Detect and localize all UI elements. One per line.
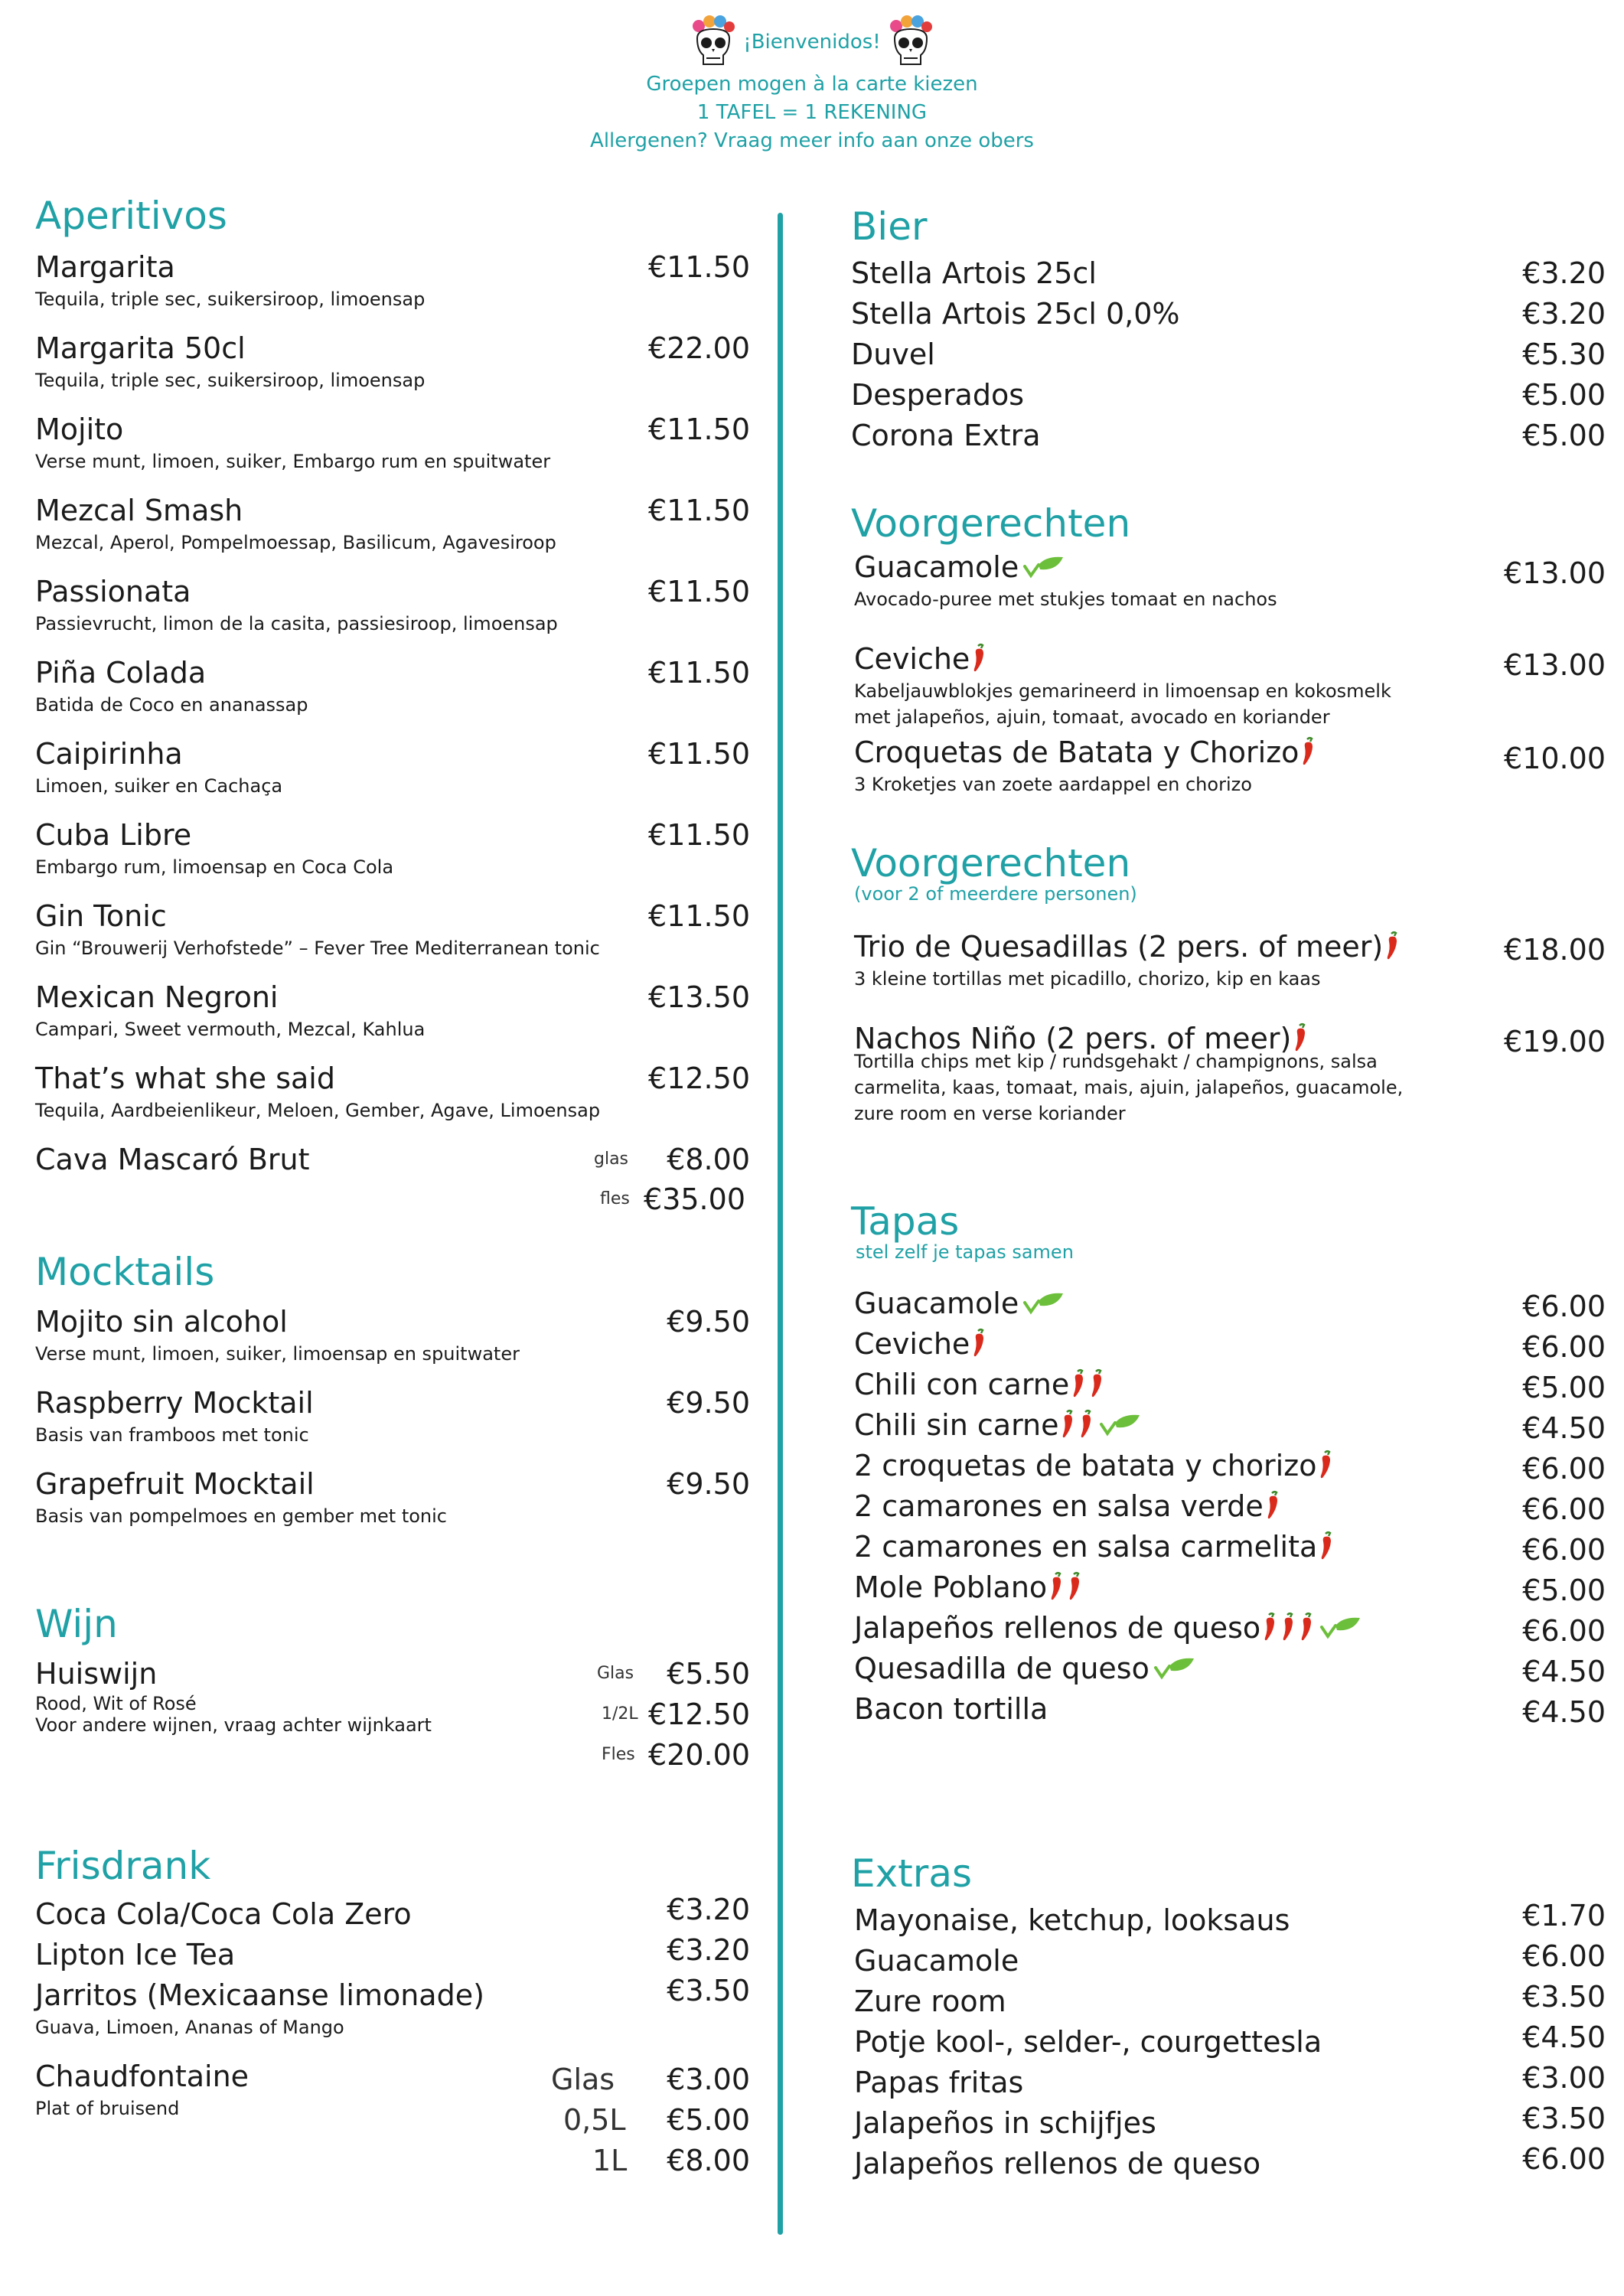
item-price: €6.00 bbox=[1522, 1614, 1606, 1648]
item-name: Corona Extra bbox=[851, 419, 1041, 452]
item-price: €9.50 bbox=[667, 1305, 750, 1339]
item-desc: Tequila, triple sec, suikersiroop, limoensap bbox=[35, 370, 426, 391]
item-name: Stella Artois 25cl 0,0% bbox=[851, 297, 1180, 331]
menu-item bbox=[854, 1365, 1606, 1406]
voorgerechten-groups-section bbox=[851, 840, 1606, 1124]
sugar-skull-icon bbox=[691, 15, 735, 69]
item-price: €9.50 bbox=[667, 1386, 750, 1420]
chili-pepper-icon bbox=[1048, 1571, 1065, 1602]
voorgerechten-section bbox=[851, 501, 1606, 795]
section-title: Voorgerechten bbox=[851, 501, 1131, 546]
item-name: That’s what she said bbox=[35, 1062, 335, 1095]
item-name bbox=[854, 1446, 1606, 1485]
extras-list bbox=[854, 1901, 1606, 2185]
section-title: Voorgerechten bbox=[851, 841, 1131, 885]
menu-item bbox=[851, 295, 1606, 335]
chili-pepper-icon bbox=[1071, 1368, 1088, 1399]
menu-item bbox=[854, 1325, 1606, 1365]
item-name: Raspberry Mocktail bbox=[35, 1386, 314, 1420]
size-label: glas bbox=[594, 1150, 629, 1169]
section-title: Aperitivos bbox=[35, 194, 227, 238]
item-desc: met jalapeños, ajuin, tomaat, avocado en koriander bbox=[854, 706, 1330, 728]
item-desc: 3 kleine tortillas met picadillo, chorizo, kip en kaas bbox=[854, 968, 1321, 990]
item-price: €3.50 bbox=[667, 1974, 750, 2007]
item-price: €8.00 bbox=[667, 2144, 750, 2177]
frisdrank-section bbox=[35, 1843, 750, 2177]
menu-item bbox=[851, 254, 1606, 295]
item-desc: Passievrucht, limon de la casita, passiesiroop, limoensap bbox=[35, 613, 558, 634]
chili-pepper-icon bbox=[1089, 1368, 1106, 1399]
item-price: €4.50 bbox=[1522, 1411, 1606, 1445]
item-desc: Rood, Wit of Rosé bbox=[35, 1693, 197, 1714]
item-name bbox=[854, 733, 1606, 771]
menu-item bbox=[854, 1901, 1606, 1942]
menu-item bbox=[854, 1568, 1606, 1609]
item-desc: Voor andere wijnen, vraag achter wijnkaart bbox=[35, 1714, 432, 1736]
item-desc: Batida de Coco en ananassap bbox=[35, 694, 308, 716]
item-name bbox=[854, 1284, 1606, 1322]
item-price: €3.20 bbox=[667, 1893, 750, 1926]
vegetarian-leaf-icon bbox=[1022, 1290, 1065, 1316]
header-line-allergens: Allergenen? Vraag meer info aan onze obers bbox=[590, 129, 1034, 152]
item-price: €10.00 bbox=[1504, 742, 1606, 775]
item-price: €11.50 bbox=[648, 575, 750, 608]
item-name-text: 2 camarones en salsa carmelita bbox=[854, 1530, 1318, 1564]
cava-item bbox=[35, 1140, 750, 1216]
size-label: 1/2L bbox=[602, 1704, 638, 1724]
item-price: €20.00 bbox=[648, 1738, 750, 1772]
aperitivos-section bbox=[35, 193, 750, 1216]
item-name: Cuba Libre bbox=[35, 818, 192, 852]
item-name-text: Guacamole bbox=[854, 550, 1019, 584]
item-price: €5.30 bbox=[1522, 338, 1606, 371]
item-name: Papas fritas bbox=[854, 2066, 1024, 2099]
chili-pepper-icon bbox=[1280, 1612, 1297, 1642]
welcome-text: ¡Bienvenidos! bbox=[743, 31, 881, 54]
vegetarian-leaf-icon bbox=[1022, 554, 1065, 580]
item-name: Jarritos (Mexicaanse limonade) bbox=[35, 1978, 484, 2012]
section-title: Tapas bbox=[851, 1199, 960, 1244]
item-name-text: Guacamole bbox=[854, 1287, 1019, 1320]
item-desc: Mezcal, Aperol, Pompelmoessap, Basilicum, Agavesiroop bbox=[35, 532, 556, 553]
menu-item bbox=[854, 1487, 1606, 1528]
item-price: €6.00 bbox=[1522, 1533, 1606, 1567]
item-price: €4.50 bbox=[1522, 1655, 1606, 1688]
section-subtitle: (voor 2 of meerdere personen) bbox=[854, 883, 1137, 905]
menu-item bbox=[854, 1982, 1606, 2023]
section-title: Mocktails bbox=[35, 1250, 215, 1294]
item-price: €3.20 bbox=[1522, 297, 1606, 331]
section-subtitle: stel zelf je tapas samen bbox=[856, 1241, 1074, 1263]
menu-item bbox=[35, 248, 750, 312]
chili-pepper-icon bbox=[1300, 736, 1317, 767]
chili-pepper-icon bbox=[1067, 1571, 1084, 1602]
item-desc: Campari, Sweet vermouth, Mezcal, Kahlua bbox=[35, 1019, 426, 1040]
item-desc: zure room en verse koriander bbox=[854, 1103, 1126, 1124]
item-name: Cava Mascaró Brut bbox=[35, 1143, 310, 1176]
section-title: Wijn bbox=[35, 1602, 118, 1646]
item-price: €12.50 bbox=[648, 1698, 750, 1731]
chili-pepper-icon bbox=[1265, 1490, 1282, 1521]
item-name bbox=[854, 1609, 1606, 1647]
menu-item bbox=[35, 654, 750, 718]
menu-item bbox=[35, 1976, 750, 2040]
chaudfontaine-item bbox=[35, 2057, 750, 2177]
item-name: Zure room bbox=[854, 1985, 1006, 2018]
item-name: Mojito bbox=[35, 413, 124, 446]
menu-item bbox=[854, 733, 1606, 797]
menu-item bbox=[854, 2063, 1606, 2104]
item-price: €22.00 bbox=[648, 331, 750, 365]
menu-item bbox=[35, 491, 750, 556]
item-price: €11.50 bbox=[648, 656, 750, 690]
item-desc: Basis van pompelmoes en gember met tonic bbox=[35, 1505, 447, 1527]
item-name: Guacamole bbox=[854, 1944, 1019, 1978]
item-price: €6.00 bbox=[1522, 1290, 1606, 1323]
chili-pepper-icon bbox=[1262, 1612, 1279, 1642]
bier-section bbox=[851, 204, 1606, 452]
item-name: Desperados bbox=[851, 378, 1025, 412]
item-name: Mezcal Smash bbox=[35, 494, 243, 527]
menu-item bbox=[854, 1019, 1606, 1127]
item-name-text: Chili con carne bbox=[854, 1368, 1070, 1401]
item-name-text: Ceviche bbox=[854, 642, 970, 676]
welcome-row bbox=[0, 14, 1624, 70]
size-label: Glas bbox=[597, 1664, 634, 1683]
menu-item bbox=[854, 548, 1606, 612]
menu-item bbox=[854, 1690, 1606, 1730]
item-price: €13.00 bbox=[1504, 556, 1606, 590]
item-desc: Verse munt, limoen, suiker, Embargo rum en spuitwater bbox=[35, 451, 551, 472]
item-name-text: Ceviche bbox=[854, 1327, 970, 1361]
tapas-section bbox=[851, 1199, 1606, 1729]
item-price: €11.50 bbox=[648, 737, 750, 771]
item-desc: Plat of bruisend bbox=[35, 2098, 180, 2119]
item-price: €12.50 bbox=[648, 1062, 750, 1095]
item-name-text: Jalapeños rellenos de queso bbox=[854, 1611, 1261, 1645]
item-desc: Tortilla chips met kip / rundsgehakt / champignons, salsa bbox=[854, 1051, 1378, 1072]
item-name bbox=[854, 1325, 1606, 1363]
item-price: €3.20 bbox=[667, 1933, 750, 1967]
item-price: €3.00 bbox=[1522, 2061, 1606, 2095]
vegetarian-leaf-icon bbox=[1098, 1412, 1141, 1438]
item-price: €8.00 bbox=[667, 1143, 750, 1176]
menu-item bbox=[851, 376, 1606, 416]
menu-item bbox=[35, 572, 750, 637]
wijn-section bbox=[35, 1601, 750, 1772]
menu-item bbox=[35, 816, 750, 880]
item-name: Jalapeños in schijfjes bbox=[854, 2106, 1156, 2140]
menu-item bbox=[35, 897, 750, 961]
size-label: Glas bbox=[551, 2063, 615, 2096]
item-price: €3.20 bbox=[1522, 256, 1606, 290]
menu-item bbox=[854, 2020, 1606, 2063]
header-line-groups: Groepen mogen à la carte kiezen bbox=[646, 73, 978, 96]
menu-item bbox=[35, 1933, 750, 1976]
vegetarian-leaf-icon bbox=[1153, 1655, 1195, 1681]
item-name-text: Chili sin carne bbox=[854, 1408, 1059, 1442]
size-label: 0,5L bbox=[563, 2103, 626, 2137]
item-price: €4.50 bbox=[1522, 1695, 1606, 1729]
item-name-text: Mole Poblano bbox=[854, 1570, 1048, 1604]
item-name-text: 2 croquetas de batata y chorizo bbox=[854, 1449, 1317, 1482]
menu-item bbox=[854, 640, 1606, 730]
menu-item bbox=[854, 1609, 1606, 1649]
item-price: €18.00 bbox=[1504, 933, 1606, 967]
item-desc: Verse munt, limoen, suiker, limoensap en spuitwater bbox=[35, 1343, 520, 1365]
item-name: Lipton Ice Tea bbox=[35, 1938, 236, 1971]
size-label: Fles bbox=[602, 1745, 635, 1764]
item-price: €5.00 bbox=[667, 2103, 750, 2137]
chili-pepper-icon bbox=[1078, 1409, 1095, 1440]
item-price: €11.50 bbox=[648, 494, 750, 527]
menu-item bbox=[854, 2104, 1606, 2144]
item-desc: Embargo rum, limoensap en Coca Cola bbox=[35, 856, 394, 878]
item-name bbox=[854, 1406, 1606, 1444]
section-title: Frisdrank bbox=[35, 1844, 211, 1888]
chili-pepper-icon bbox=[1299, 1612, 1316, 1642]
menu-item bbox=[35, 1059, 750, 1124]
item-name: Passionata bbox=[35, 575, 191, 608]
item-price: €3.00 bbox=[667, 2063, 750, 2096]
item-price: €6.00 bbox=[1522, 1939, 1606, 1973]
menu-header bbox=[0, 14, 1624, 155]
menu-item bbox=[851, 416, 1606, 457]
item-desc: Kabeljauwblokjes gemarineerd in limoensap en kokosmelk bbox=[854, 680, 1391, 702]
menu-item bbox=[854, 1284, 1606, 1325]
item-name: Caipirinha bbox=[35, 737, 183, 771]
item-name: Huiswijn bbox=[35, 1657, 158, 1691]
item-price: €19.00 bbox=[1504, 1025, 1606, 1058]
extras-section bbox=[851, 1851, 1606, 2180]
header-line-table: 1 TAFEL = 1 REKENING bbox=[696, 101, 928, 124]
item-desc: Gin “Brouwerij Verhofstede” – Fever Tree Mediterranean tonic bbox=[35, 938, 600, 959]
item-name: Mexican Negroni bbox=[35, 980, 279, 1014]
chili-pepper-icon bbox=[971, 1328, 988, 1358]
item-price: €6.00 bbox=[1522, 1330, 1606, 1364]
chili-pepper-icon bbox=[1318, 1450, 1335, 1480]
item-price: €11.50 bbox=[648, 818, 750, 852]
chili-pepper-icon bbox=[1060, 1409, 1077, 1440]
item-price: €4.50 bbox=[1522, 2020, 1606, 2054]
item-price: €5.00 bbox=[1522, 1371, 1606, 1404]
item-name bbox=[854, 640, 1606, 678]
item-price: €5.00 bbox=[1522, 419, 1606, 452]
item-name-text: Bacon tortilla bbox=[854, 1692, 1048, 1726]
column-divider bbox=[778, 213, 783, 2235]
menu-item bbox=[35, 735, 750, 799]
size-label: fles bbox=[600, 1189, 630, 1208]
item-name-text: 2 camarones en salsa verde bbox=[854, 1489, 1264, 1523]
item-price: €1.70 bbox=[1522, 1899, 1606, 1932]
item-name: Grapefruit Mocktail bbox=[35, 1467, 315, 1501]
sugar-skull-icon bbox=[889, 15, 933, 69]
item-name bbox=[854, 1487, 1606, 1525]
item-price: €5.00 bbox=[1522, 1574, 1606, 1607]
item-name-text: Trio de Quesadillas (2 pers. of meer) bbox=[854, 930, 1384, 964]
vegetarian-leaf-icon bbox=[1319, 1615, 1361, 1641]
item-price: €3.50 bbox=[1522, 1980, 1606, 2014]
item-name: Mojito sin alcohol bbox=[35, 1305, 288, 1339]
menu-item bbox=[35, 1465, 750, 1529]
menu-item bbox=[35, 978, 750, 1042]
item-name: Duvel bbox=[851, 338, 935, 371]
menu-item bbox=[35, 1895, 750, 1936]
menu-item bbox=[854, 1528, 1606, 1568]
menu-item bbox=[854, 2144, 1606, 2185]
item-name-text: Nachos Niño (2 pers. of meer) bbox=[854, 1022, 1292, 1055]
menu-item bbox=[35, 1655, 750, 1772]
item-price: €35.00 bbox=[644, 1182, 745, 1216]
section-title: Extras bbox=[851, 1851, 973, 1896]
item-name bbox=[854, 1649, 1606, 1688]
size-label: 1L bbox=[592, 2144, 628, 2177]
menu-item bbox=[854, 1649, 1606, 1690]
menu-item bbox=[854, 1446, 1606, 1487]
item-name-text: Croquetas de Batata y Chorizo bbox=[854, 735, 1300, 769]
item-desc: Basis van framboos met tonic bbox=[35, 1424, 309, 1446]
chili-pepper-icon bbox=[971, 643, 988, 673]
item-price: €5.50 bbox=[667, 1657, 750, 1691]
item-price: €11.50 bbox=[648, 250, 750, 284]
menu-item bbox=[854, 1406, 1606, 1446]
item-desc: 3 Kroketjes van zoete aardappel en chorizo bbox=[854, 774, 1252, 795]
chili-pepper-icon bbox=[1384, 931, 1401, 961]
item-desc: Avocado-puree met stukjes tomaat en nachos bbox=[854, 589, 1277, 610]
item-name: Potje kool-, selder-, courgettesla bbox=[854, 2025, 1322, 2059]
item-price: €6.00 bbox=[1522, 2142, 1606, 2176]
item-name bbox=[854, 928, 1606, 966]
item-name: Gin Tonic bbox=[35, 899, 167, 933]
item-price: €13.00 bbox=[1504, 648, 1606, 682]
menu-item bbox=[854, 1939, 1606, 1982]
item-price: €6.00 bbox=[1522, 1452, 1606, 1486]
item-name bbox=[854, 1690, 1606, 1728]
item-name: Piña Colada bbox=[35, 656, 207, 690]
item-desc: Tequila, triple sec, suikersiroop, limoensap bbox=[35, 289, 426, 310]
menu-item bbox=[35, 1384, 750, 1448]
item-name bbox=[854, 1528, 1606, 1566]
menu-item bbox=[35, 1303, 750, 1367]
item-name: Coca Cola/Coca Cola Zero bbox=[35, 1897, 412, 1931]
section-title: Bier bbox=[851, 204, 928, 249]
item-desc: Limoen, suiker en Cachaça bbox=[35, 775, 283, 797]
menu-item bbox=[35, 329, 750, 393]
menu-item bbox=[851, 335, 1606, 376]
mocktails-section bbox=[35, 1249, 750, 1527]
item-name-text: Quesadilla de queso bbox=[854, 1652, 1150, 1685]
item-name: Chaudfontaine bbox=[35, 2060, 249, 2093]
item-price: €9.50 bbox=[667, 1467, 750, 1501]
item-price: €3.50 bbox=[1522, 2102, 1606, 2135]
item-price: €6.00 bbox=[1522, 1492, 1606, 1526]
item-name: Mayonaise, ketchup, looksaus bbox=[854, 1903, 1290, 1937]
item-name bbox=[854, 548, 1606, 586]
menu-item bbox=[35, 410, 750, 475]
item-name bbox=[854, 1365, 1606, 1404]
item-price: €11.50 bbox=[648, 413, 750, 446]
item-desc: Tequila, Aardbeienlikeur, Meloen, Gember, Agave, Limoensap bbox=[35, 1100, 601, 1121]
item-price: €13.50 bbox=[648, 980, 750, 1014]
item-price: €11.50 bbox=[648, 899, 750, 933]
item-name: Stella Artois 25cl bbox=[851, 256, 1097, 290]
item-desc: Guava, Limoen, Ananas of Mango bbox=[35, 2017, 344, 2038]
item-name bbox=[854, 1568, 1606, 1606]
chili-pepper-icon bbox=[1319, 1531, 1335, 1561]
item-name: Margarita 50cl bbox=[35, 331, 246, 365]
item-desc: carmelita, kaas, tomaat, mais, ajuin, jalapeños, guacamole, bbox=[854, 1077, 1404, 1098]
item-name: Margarita bbox=[35, 250, 175, 284]
tapas-list bbox=[854, 1284, 1606, 1730]
menu-item bbox=[854, 928, 1606, 992]
item-name: Jalapeños rellenos de queso bbox=[854, 2147, 1261, 2180]
item-price: €5.00 bbox=[1522, 378, 1606, 412]
